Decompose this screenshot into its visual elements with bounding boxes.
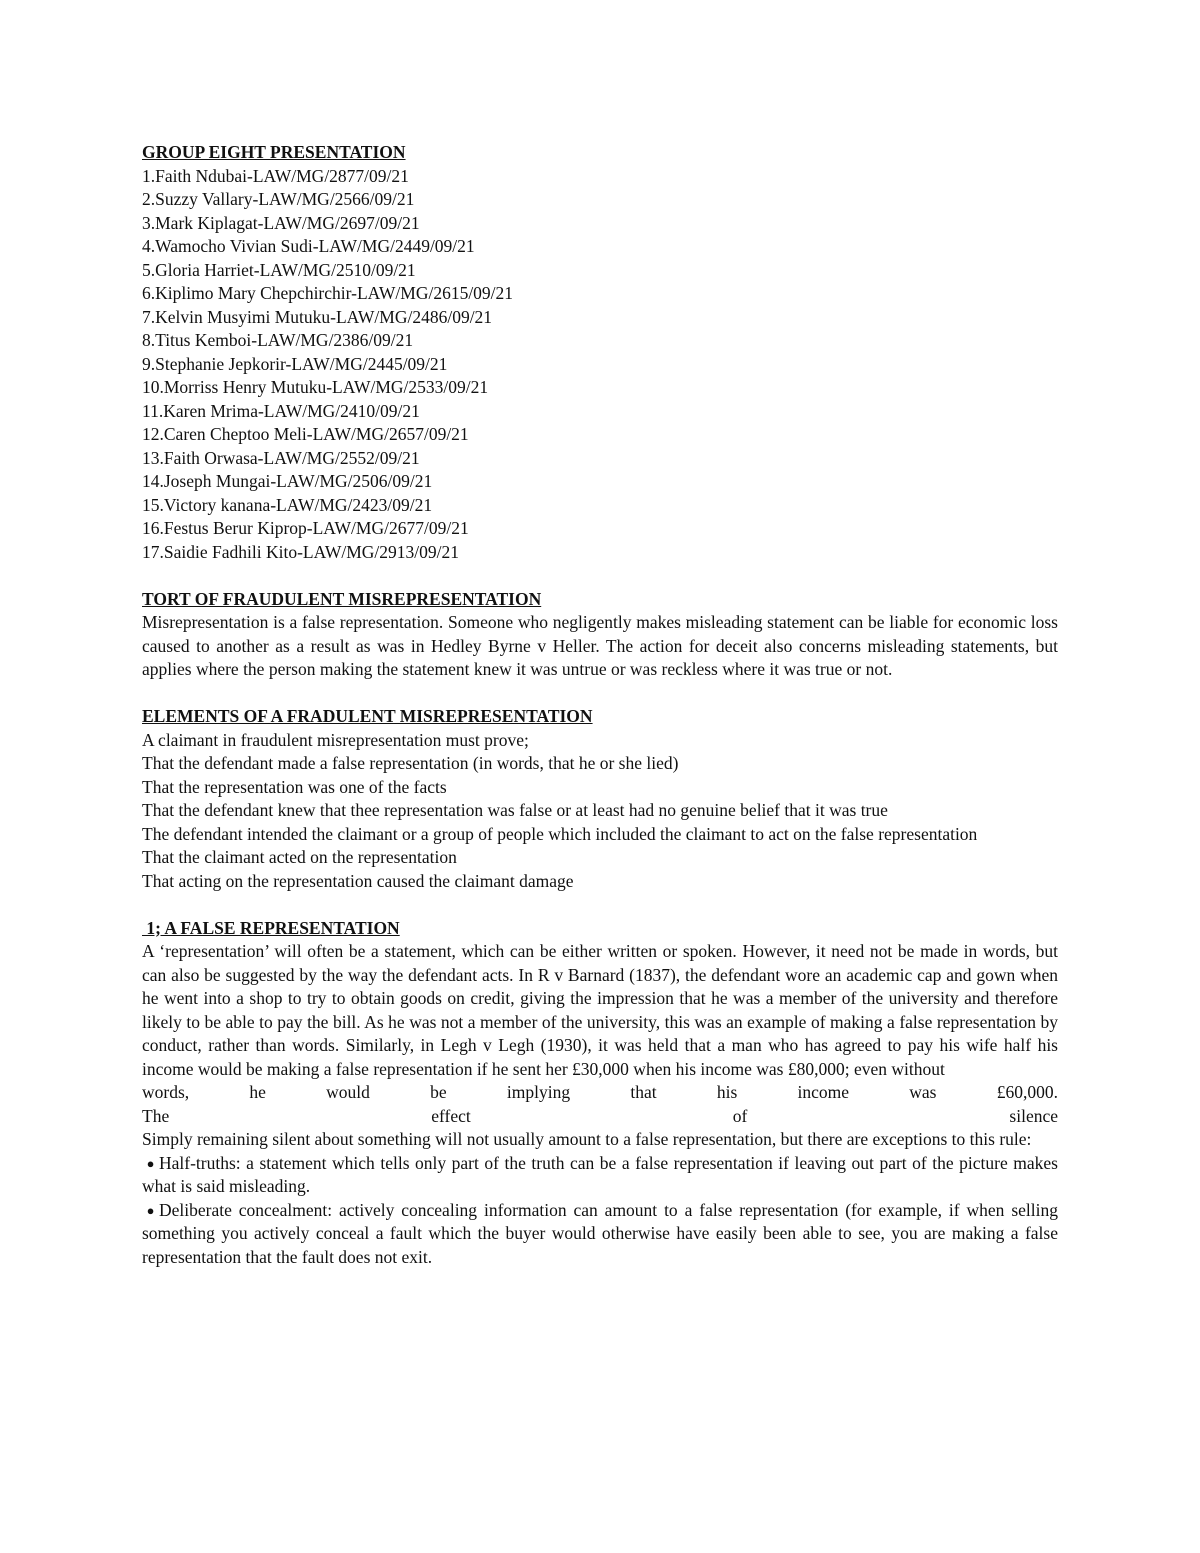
member-item: 13.Faith Orwasa-LAW/MG/2552/09/21 [142,447,420,468]
spread-word: words, [142,1082,190,1102]
member-item: 12.Caren Cheptoo Meli-LAW/MG/2657/09/21 [142,424,469,444]
member-item: 1.Faith Ndubai-LAW/MG/2877/09/21 [142,165,409,186]
member-item: 16.Festus Berur Kiprop-LAW/MG/2677/09/21 [142,518,469,538]
spread-word: was [909,1082,937,1102]
silence-paragraph: Simply remaining silent about something will not usually amount to a false representation, but there are exceptions to this rule: [142,1129,1032,1149]
member-item: 10.Morriss Henry Mutuku-LAW/MG/2533/09/21 [142,377,489,397]
elements-line: That the defendant knew that thee representation was false or at least had no genuine belief that it was true [142,800,888,820]
spread-word: effect [431,1105,471,1126]
member-list [142,165,1058,565]
justified-spread-line [142,1081,1058,1105]
bullet-icon: ● [146,1202,155,1218]
elements-line: That the claimant acted on the representation [142,847,457,867]
tort-heading: TORT OF FRAUDULENT MISREPRESENTATION [142,588,542,609]
bullet-text: Deliberate concealment: actively concealing information can amount to a false representation (for example, if when selling something you actively conceal a fault which the buyer would otherwise have easily been able to see, you are making a false representation that the fault does not exit. [142,1199,1058,1267]
member-item: 6.Kiplimo Mary Chepchirchir-LAW/MG/2615/09/21 [142,283,514,303]
document-page [142,141,1058,1269]
spread-word: income [797,1082,850,1102]
spread-word: be [430,1082,447,1102]
bullet-item-half-truths [142,1152,1058,1199]
elements-line: That acting on the representation caused the claimant damage [142,870,574,891]
member-item: 15.Victory kanana-LAW/MG/2423/09/21 [142,494,433,515]
spread-word: would [326,1082,370,1102]
member-item: 17.Saidie Fadhili Kito-LAW/MG/2913/09/21 [142,541,459,562]
spread-word: implying [506,1082,571,1102]
member-item: 2.Suzzy Vallary-LAW/MG/2566/09/21 [142,189,415,209]
member-item: 5.Gloria Harriet-LAW/MG/2510/09/21 [142,259,416,280]
member-item: 3.Mark Kiplagat-LAW/MG/2697/09/21 [142,212,420,233]
elements-line: That the defendant made a false representation (in words, that he or she lied) [142,753,679,773]
spread-word: that [630,1082,657,1102]
elements-line: That the representation was one of the facts [142,776,447,797]
member-item: 4.Wamocho Vivian Sudi-LAW/MG/2449/09/21 [142,236,475,256]
bullet-icon: ● [146,1155,155,1171]
spread-word: silence [1009,1105,1058,1126]
tort-paragraph: Misrepresentation is a false representation. Someone who negligently makes misleading statement can be liable for economic loss caused to another as a result as was in Hedley Byrne v Heller. The action for deceit also concerns misleading statements, but applies where the person making the statement knew it was untrue or was reckless where it was true or not. [142,612,1058,679]
elements-heading: ELEMENTS OF A FRADULENT MISREPRESENTATION [142,706,593,726]
member-item: 8.Titus Kemboi-LAW/MG/2386/09/21 [142,330,414,350]
elements-intent-line: The defendant intended the claimant or a group of people which included the claimant to act on the false representation [142,823,978,844]
spread-word: his [716,1082,738,1102]
member-item: 9.Stephanie Jepkorir-LAW/MG/2445/09/21 [142,353,448,374]
silence-subheading-line [142,1105,1058,1129]
group-title: GROUP EIGHT PRESENTATION [142,142,406,162]
spread-word: The [142,1105,170,1126]
false-representation-paragraph: A ‘representation’ will often be a statement, which can be either written or spoken. However, it need not be made in words, but can also be suggested by the way the defendant acts. In R v Barnard (1837), the defendant wore an academic cap and gown when he went into a shop to try to obtain goods on credit, giving the impression that he was a member of the university and therefore likely to be able to pay the bill. As he was not a member of the university, this was an example of making a false representation by conduct, rather than words. Similarly, in Legh v Legh (1930), it was held that a man who has agreed to pay his wife half his income would be making a false representation if he sent her £30,000 when his income was £80,000; even without [142,941,1058,1079]
bullet-text: Half-truths: a statement which tells only part of the truth can be a false representation if leaving out part of the picture makes what is said misleading. [142,1152,1058,1196]
false-representation-heading: 1; A FALSE REPRESENTATION [142,917,400,938]
spread-word: he [249,1082,266,1102]
member-item: 11.Karen Mrima-LAW/MG/2410/09/21 [142,400,420,421]
bullet-item-concealment [142,1199,1058,1270]
spread-word: of [732,1105,748,1126]
member-item: 14.Joseph Mungai-LAW/MG/2506/09/21 [142,471,433,491]
member-item: 7.Kelvin Musyimi Mutuku-LAW/MG/2486/09/21 [142,306,493,327]
spread-word: £60,000. [996,1082,1058,1102]
elements-line: A claimant in fraudulent misrepresentation must prove; [142,729,529,750]
